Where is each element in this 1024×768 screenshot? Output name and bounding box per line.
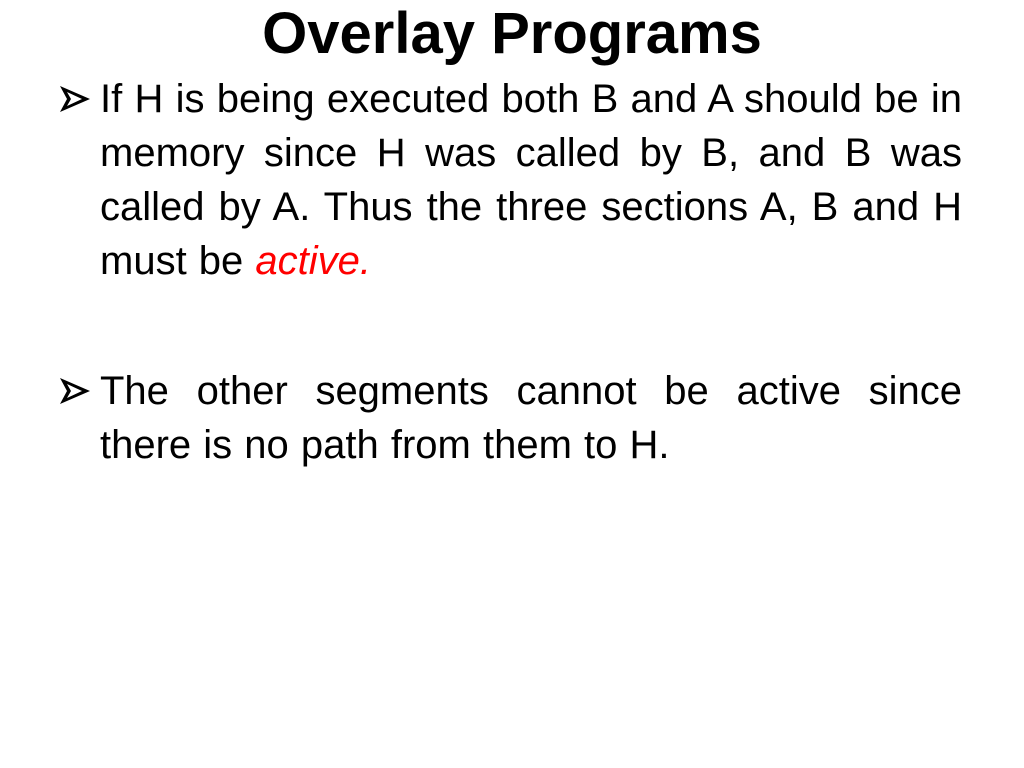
slide-title: Overlay Programs [262,1,762,66]
active-highlight-period: . [359,239,372,283]
bullet-item-1 [58,72,962,288]
bullet-item-2 [58,364,962,472]
bullet-text-1-main: If H is being executed both B and A should be in memory since H was called by B, and B was called by A. Thus the three sections A, B and H must be [100,77,962,283]
bullet-text-2: The other segments cannot be active since there is no path from them to H. [100,369,962,467]
arrow-bullet-icon [58,376,92,406]
arrow-bullet-icon [58,84,92,114]
active-highlight: active [255,239,360,283]
bullet-text-1 [100,72,962,288]
